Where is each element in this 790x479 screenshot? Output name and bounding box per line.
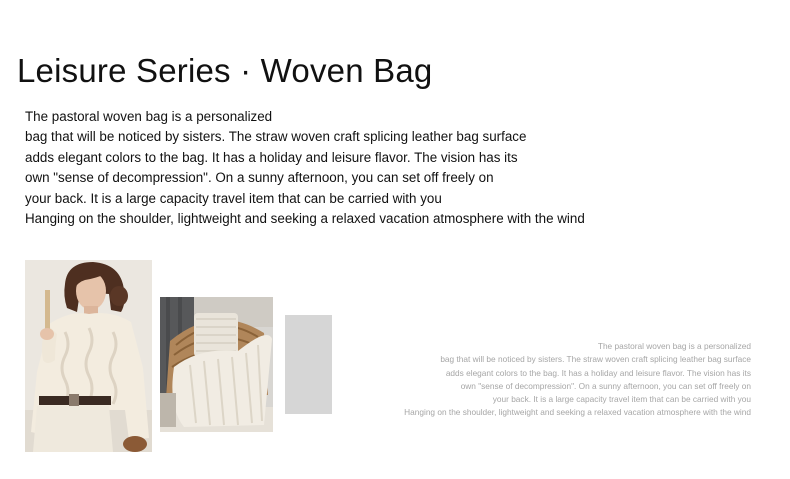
woman-illustration bbox=[25, 260, 152, 452]
description-line: adds elegant colors to the bag. It has a holiday and leisure flavor. The vision has its bbox=[25, 149, 518, 165]
description-line: your back. It is a large capacity travel item that can be carried with you bbox=[25, 190, 442, 206]
description-line: The pastoral woven bag is a personalized bbox=[25, 109, 273, 124]
description-line: Hanging on the shoulder, lightweight and seeking a relaxed vacation atmosphere with the wind bbox=[25, 211, 585, 227]
chair-illustration bbox=[160, 297, 273, 432]
image-placeholder bbox=[285, 315, 332, 414]
caption-line: your back. It is a large capacity travel item that can be carried with you bbox=[492, 394, 751, 405]
caption-text bbox=[404, 340, 751, 420]
product-photo-chair bbox=[160, 297, 273, 432]
description-line: bag that will be noticed by sisters. The straw woven craft splicing leather bag surface bbox=[25, 129, 527, 145]
caption-line: Hanging on the shoulder, lightweight and seeking a relaxed vacation atmosphere with the wind bbox=[404, 407, 751, 418]
page-title: Leisure Series · Woven Bag bbox=[17, 52, 433, 89]
caption-line: The pastoral woven bag is a personalized bbox=[597, 341, 751, 351]
description bbox=[25, 107, 585, 229]
caption-line: bag that will be noticed by sisters. The straw woven craft splicing leather bag surface bbox=[440, 354, 751, 365]
product-photo-woman bbox=[25, 260, 152, 452]
caption-line: adds elegant colors to the bag. It has a holiday and leisure flavor. The vision has its bbox=[445, 367, 751, 378]
caption-line: own "sense of decompression". On a sunny afternoon, you can set off freely on bbox=[460, 380, 751, 391]
description-line: own "sense of decompression". On a sunny afternoon, you can set off freely on bbox=[25, 170, 494, 186]
